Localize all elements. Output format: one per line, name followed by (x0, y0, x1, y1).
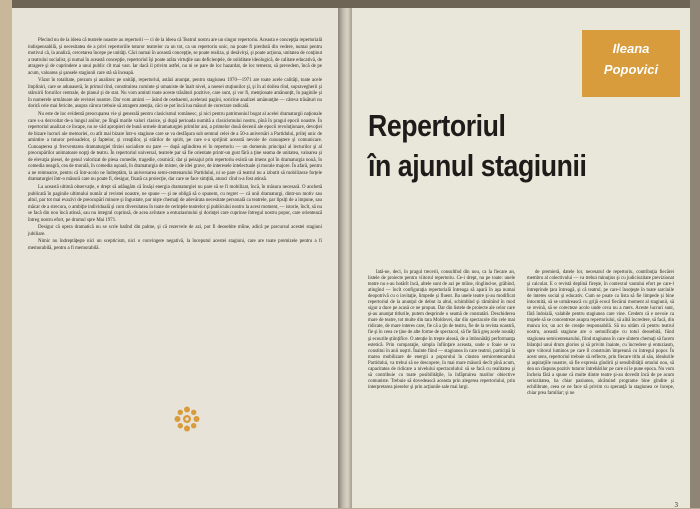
left-edge (0, 0, 12, 508)
left-paragraph: Văzut în totalitate, prezum şi analizez pe unităţi, repertoriul, astăzi anunţat, pentru stagiunea 1970—1971 are toate acele calităţi, toate acele împliniri, care se adunaseră, în primul rînd, constituirea cuminte şi umaniste de înalt nivel, a noesei stuţiunilor şi, şi în al doilea rînd, supravegherii şi stăruirii forurilor centrale, de planul şi de stat. Nu vom aminti toate aceste trăsături pozitive, care sunt, şi vor fi, menţionate amănunţit, în paginile şi în numerele următoare ale revistei noastre. Dar vom aminti — ăsind de osebaemi, acelerasi pagini, soricine analizei amănunţite — câteva trăsături nu doriră cele mai fericite, asupra cărora trebuie să atragem atenţia, căci se pot încă lua măsuri de corectare radicală. (28, 78, 322, 110)
left-paragraph: La această ultimă observaţie, e drept să adăugăm că însăşi energia dramaturgiei nu pare să se fi mobilizat, încă, în măsura necesară. O anchetă publicată în paginile ultimului număr al revistei noastre, ne spune — şi ne obligă să o spunem, cu regret — că unii dramaturgi, dintr-un motiv sau altul, par tot mai evazivi de preocupări minore şi îngustate, par nişte chemaţi de adevărata necesitate personală ca teatrele, par lipsiţi de a impune, sau măcar de a strecura, o ambiţie individuală şi cum diversitatea în toate de cerinţele teatrelor şi publicului nostru la acest moment, — istorie, încît, să nu se facă din nou încă atinsă, sau nu integral cuprinsă, de acea avîntare a entuziasmului şi dorinţei care cuprinse întregul nostru popor, care orientează întreg nostru efort, pe drumul spre Mai 1971. (28, 185, 322, 223)
left-paragraph: Plecind nu de la ideea că teatrele noastre au repertorii — ci de la ideea că Teatrul nostru are un singur repertoriu. Aceasta e concepţia repertorială indispensabilă, şi necesitatea de a privi repertoriile tuturor teatrelor ca un tot, ca un repertoriu unic, nu poate fi pierdută din vedere, numai pentru motivul că, la analiză, cercetarea începe pe unităţi. Căci numai în această concepţie, se poate realiza, şi desăvirşi, şi poate acţiona, unitatea de conţinut a teatrului socialist, şi numai în această concepţie, repertoriul îşi poate arăta virtuţile sau deficienţele, de soliditate ideologică, de calitate educativă, de atragere şi de cuprindere a unui public cît mai vast. Iar dacă il privim astfel, nu ni se pare de loc hazardat, de loc temerar, să prevedem, încă de pe acum, valoarea şi şansele stagiunii care stă să înceapă. (28, 38, 322, 76)
left-page (12, 8, 340, 508)
right-edge (690, 0, 700, 508)
column-1-text: Iată-ne, deci, în pragul trecerii, consultînd din nou, ca la fiecare an, listele de proiecte pentru viitorul repertoriu. Ce-i drept, nu pe toate: unele teatre nu s-au hotărît încă, altele sunt de azi pe mîine, rînglind-se, grăbind, atingînd — încît configuraţia repertorială întreaga să apară în aşa numai deopotrivă cu o invitaţie, limpede şi fluent. Ba unele teatre şi-au modificat repertoriul de la anunţul de debut la altul, schimbînd şi rămînînd în mod sigur a duce pe acasă ce ne propun. Dar din listele de proiecte ale celor care şi-au anunţat titlurile, putem desprinde o seamă de constatări. Deschiderea mare de teatre, tot multe din tara Moldovei, dar din spectacole din cele mai ridicate, de mare interes care, fie că a ţin de teatru, fie de la revista noastră, fie şi în ceea ce ţine de alte forme de spectacol, să fie fără greş acele noutăţi şi ecourile ştiinţifice. O atenţie în trepte aleasă, de a îmbunătăţi performanţa estetică. Prin comparaţie, simpla înfiinţare aceasta, unde o foaie se va constitui în anii noştri. Înainte fiind — stagiunea în care teatrul, participă la marea mobilizare de energii a poporului în cinstea semicentenarului Partidului, va trebui să ne descopere, în mai mare măsură decît pînă acum, capacitatea de ridicare a nivelului spectacolului: să se facă cu realitatea şi să contribuie cu toate posibilităţile, la înfăptuirea marilor obiective comuniste. Trebuie să dovedească aceasta prin alegerea repertoriului, prin interpretarea pieselor şi prin acţiunile sale mai largi. (368, 270, 516, 390)
rosette-ornament-icon (174, 406, 200, 432)
article-column-1 (368, 270, 515, 397)
left-paragraph: Desigur că opera dramatică nu se scrie batînd din palme, şi că rezervele de azi, pot fi deosebite mîine, adică pe parcursul acestei stagiuni jubiliare. (28, 225, 322, 237)
article-title (368, 106, 643, 186)
title-line-1: Repertoriul (368, 108, 506, 143)
author-first-name: Ileana (612, 41, 650, 56)
left-paragraph: Nimic nu îndreptăţeşte nici un scepticism, nici o convingere negativă, la începutul acestei stagiuni, care are toate premizele pentru a fi memorabilă, pentru a fi memorabilă. (28, 239, 322, 251)
author-box (582, 30, 680, 97)
page-number: 3 (674, 501, 678, 509)
right-page (352, 8, 690, 508)
title-line-2: în ajunul stagiunii (368, 148, 587, 183)
left-page-text (28, 38, 322, 253)
author-last-name: Popovici (603, 62, 659, 77)
article-columns (368, 270, 674, 397)
left-paragraph: Nu este de loc evidentă preocuparea vie şi generală pentru clasicismul românesc, şi nici pentru patrimoniul bogat al acelei dramaturgii naţionale care s-a dezvoltat de-a lungul anilor, pe lîngă marile valori clasice, şi după perioada numită a clasicismului nostru, pînă în pragul epocii noastre. În repertoriul analizat ce încape, nu se văd apropieri de bună urmele dramaturgiei primilor ani, a primelor două decenii ale epocii revoluţionare, devoţiei de bizare lucruri ale memoriei, cu atît mai bizare într-o stagiune care se va desfăşura sub semnul celei de a 50-a aniversări a Partidului, prilej unic de amintire a tuturor perioadelor, şi faptelor, şi creaţiilor, şi stărilor de spirit, pe care s-a sprijinit această nevoie de cunoaştere şi comunicare. Cunoaşterea şi frecventarea dramaturgiei tîrziei socialiste nu pare — după aglindirea ei în repertoriu — un domeniu principal al lecturilor şi al preocupărilor animatoare nopţi de teatru. În repertoriul universal, teatrele par să fie orientate printr-un gust fără a ţine seama de unitatea, valoarea şi de elevaţia piesei, de genul valorizat de piesa comedie, tragedie, cosmică; dar şi peisajul prin repertoriu există un imens gol în dramaturgia nouă, în comedia neagră, cea de morală, în comedia uşoară, în dramaturgia de mister, de idei grave, de interesele intelectuale şi morale majore. În afară, pentru a ne reintoarce, pentru că într-acolo ne îndreptăm, la aniversarea semi-centenarului Partidului, ni se pare că teatrul nu a izbutit să mobilizeze forţele dramaturgiei într-o măsură care nu poate fi, desigur, fixată ca proiecţie, dar care se face simţită, atunci cînd n-a fost atinsă. (28, 112, 322, 183)
article-column-2 (527, 270, 674, 397)
column-2-text: de premieră, datele lor, necesarul de repertoriu, contribuţia fiecărei membru al colectivului — va trebui minuţios şi cu judiciozitate previzionat şi calculat. E o revistă deplină fireşte, în contextul vastului efort pe care-l întreprinde ţara întreagă, şi că teatrul, pe care-l însoţeşte în toate sarcinile de interes social şi educativ. Cum se poate ca lista să fie limpede şi bine întocmită, să se urmărească cu grijă ecoul fiecărui moment al stagiunii, să se revină, să se corecteze acolo unde ceva nu a mers. Aceste lucruri sunt, fără îndoială, valabile pentru stagiunea care vine. Credem că e nevoie ca trupele să se concentreze asupra repertoriului, să aibă încredere, să facă, din munca lor, un act de creaţie responsabilă. Să nu uităm că pentru teatrul nostru, această stagiune are o semnificaţie cu totul deosebită, fiind stagiunea semicentenarului, fiind stagiunea în care sîntem chemaţi să facem bilanţul unui drum glorios şi să privim înainte, cu încredere şi entuziasm, spre viitorul luminos pe care îl construim împreună cu întregul popor. În acest sens, repertoriul trebuie să reflecte, prin fiecare titlu al său, idealurile şi aspiraţiile noastre, să fie expresia gîndirii şi sensibilităţii omului nou, să dea un răspuns pozitiv tuturor întrebărilor pe care ni le pune epoca. Nu vom încheia fără a spune că multe dintre teatre şi-au dovedit încă de pe acum seriozitatea, ba chiar pasiunea, alcătuind programe bine gîndite şi echilibrate, ceea ce ne face să privim cu speranţă la stagiunea ce începe, chiar prea familiar; şi ne (527, 270, 674, 396)
